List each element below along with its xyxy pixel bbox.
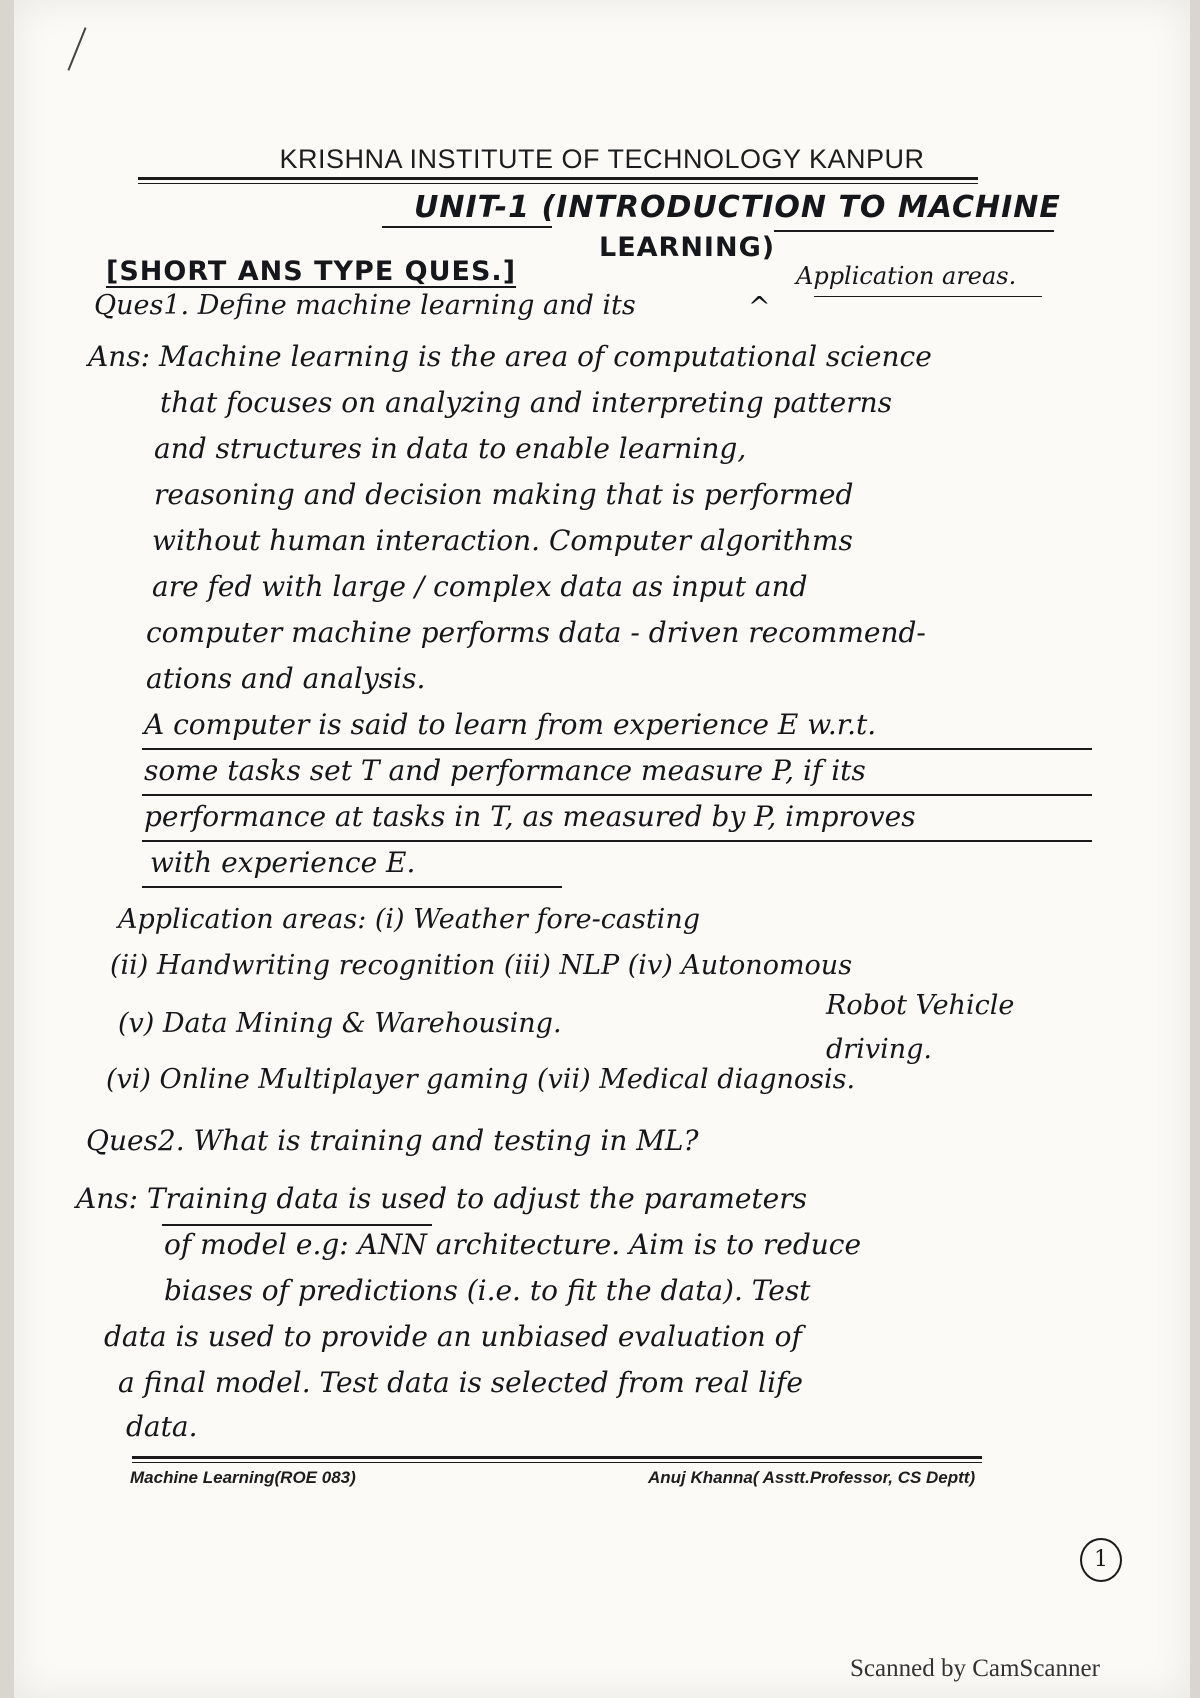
answer-1-line: computer machine performs data - driven recommend- (146, 616, 926, 649)
definition-line: A computer is said to learn from experience E w.r.t. (144, 708, 877, 741)
question-1: Ques1. Define machine learning and its (94, 290, 636, 321)
answer-2-line: Ans: Training data is used to adjust the parameters (76, 1182, 808, 1215)
footer-rule-thin (132, 1462, 982, 1463)
header-rule-thin (138, 183, 978, 184)
definition-underline (142, 748, 1092, 750)
answer-2-line: data is used to provide an unbiased evaluation of (104, 1320, 802, 1353)
answer-1-line: are fed with large / complex data as input and (152, 570, 808, 603)
answer-1-line: Ans: Machine learning is the area of computational science (88, 340, 932, 373)
definition-underline (142, 886, 562, 888)
definition-line: with experience E. (150, 846, 416, 879)
pen-mark (67, 27, 86, 70)
caret-mark: ^ (748, 292, 771, 323)
answer-2-line: biases of predictions (i.e. to fit the data). Test (164, 1274, 811, 1307)
unit-underline (382, 226, 552, 228)
applications-line: (vi) Online Multiplayer gaming (vii) Medical diagnosis. (106, 1064, 856, 1095)
question-2: Ques2. What is training and testing in ML? (86, 1124, 699, 1157)
section-label: [SHORT ANS TYPE QUES.] (106, 256, 517, 287)
answer-1-line: reasoning and decision making that is performed (154, 478, 854, 511)
applications-line: (ii) Handwriting recognition (iii) NLP (iv) Autonomous (110, 950, 853, 981)
answer-2-line: data. (126, 1410, 198, 1443)
institute-title: KRISHNA INSTITUTE OF TECHNOLOGY KANPUR (279, 144, 925, 174)
answer-1-line: ations and analysis. (146, 662, 426, 695)
unit-underline-2 (774, 230, 1054, 232)
unit-heading-line1: UNIT-1 (INTRODUCTION TO MACHINE (414, 190, 1061, 225)
answer-1-line: without human interaction. Computer algorithms (152, 524, 853, 557)
unit-heading-line2: LEARNING) (599, 232, 776, 263)
answer-2-line: of model e.g: ANN architecture. Aim is to reduce (164, 1228, 862, 1261)
caret-note-underline (814, 296, 1042, 297)
definition-line: performance at tasks in T, as measured by P, improves (144, 800, 916, 833)
applications-line: (v) Data Mining & Warehousing. (118, 1008, 562, 1039)
definition-underline (142, 794, 1092, 796)
footer-course: Machine Learning(ROE 083) (130, 1468, 356, 1487)
header-rule (138, 177, 978, 180)
answer-2-line: a final model. Test data is selected from real life (118, 1366, 803, 1399)
answer-1-line: and structures in data to enable learning, (154, 432, 747, 465)
definition-line: some tasks set T and performance measure P, if its (144, 754, 866, 787)
footer-author: Anuj Khanna( Asstt.Professor, CS Deptt) (648, 1468, 976, 1487)
definition-underline (142, 840, 1092, 842)
applications-line: Robot Vehicle (826, 990, 1015, 1021)
footer-rule (132, 1456, 982, 1459)
page-number: 1 (1080, 1538, 1122, 1582)
training-underline (162, 1224, 432, 1226)
scanner-watermark: Scanned by CamScanner (850, 1655, 1100, 1682)
applications-line: driving. (826, 1034, 932, 1065)
caret-note: Application areas. (796, 262, 1017, 290)
applications-line: Application areas: (i) Weather fore-casting (118, 904, 700, 935)
answer-1-line: that focuses on analyzing and interpreting patterns (160, 386, 892, 419)
document-page (14, 0, 1190, 1698)
